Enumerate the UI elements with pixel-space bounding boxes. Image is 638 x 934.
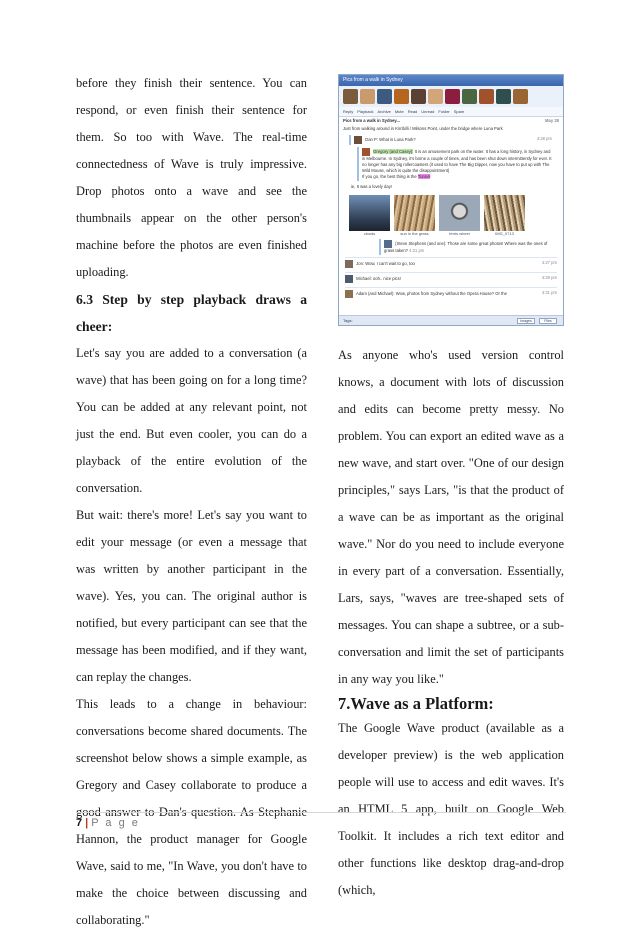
participant-avatars (339, 86, 563, 107)
right-paragraph-2: The Google Wave product (available as a developer preview) is the web application people will use to access and edit waves. It's an HTML 5 app, built on Google Web Toolkit. It includes a rich text editor and other functions like desktop drag-and-drop (which, (338, 721, 564, 897)
avatar (428, 89, 443, 104)
screenshot-toolbar (339, 107, 563, 117)
comment-time: 4:31 pm (541, 290, 557, 295)
avatar (345, 275, 353, 283)
photo-image (484, 195, 525, 231)
avatar (479, 89, 494, 104)
unread-tool: Unread (421, 109, 435, 114)
folder-tool: Folder (438, 109, 450, 114)
images-button: Images (517, 318, 535, 324)
photo-caption: sun in the grass (400, 231, 429, 236)
comment-row (345, 287, 557, 300)
left-column (76, 70, 307, 934)
wave-intro: Just from walking around in Kirribilli / Milsons Point, under the bridge where Luna Park (343, 126, 503, 131)
playback-tool: Playback (357, 109, 374, 114)
right-paragraph-1: As anyone who's used version control knows, a document with lots of discussion and edits can become pretty messy. No problem. You can export an edited wave as a new wave, and start over. "One of our design principles," says Lars, "is that the product of a wave can be as important as the original wave." Nor do you need to include everyone in every part of a conversation. Essentially, Lars, says, "waves are tree-shaped sets of messages. You can shape a subtree, or a sub-conversation and limit the set of participants in any way you like." (338, 348, 564, 686)
photo-image (394, 195, 435, 231)
page-number: 7 (76, 817, 83, 829)
screenshot-status-bar (339, 315, 563, 325)
blip-author: Gregory (and Casey): (373, 149, 414, 155)
photo-image (439, 195, 480, 231)
blip-author: (Steve Stephens (and one): (395, 241, 447, 247)
photo-image (349, 195, 390, 231)
blip-text: It is an amusement park on the water. It has a long history, in Sydney and in Melbourne. In Sydney, it's borne a couple of times, and has been shut down intermittently for ever. It no longer has any big rollercoasters (it used to have The Big Dipper, now you have to put up with The Wild Mouse, which is quite the disappointment) (362, 149, 552, 173)
photo-caption: clouds (363, 231, 376, 236)
question-blip (349, 135, 555, 145)
avatar (384, 240, 392, 248)
comment-row (345, 272, 557, 285)
left-paragraph-1: before they finish their sentence. You can respond, or even finish their sentence for them. So too with Wave. The real-time connectedness of Wave is truly impressive. Drop photos onto a wave and see the thumbnails appear on the other person's machine before the photos are even finished uploading. (76, 76, 307, 279)
avatar (362, 148, 370, 156)
section-heading-7: 7.Wave as a Platform: (338, 694, 494, 713)
photo-caption: IMG_0713 (495, 231, 514, 236)
blip-time: 4:21 pm (409, 248, 425, 253)
section-heading-6-3: 6.3 Step by step playback draws a cheer: (76, 292, 307, 334)
wave-title-row (339, 117, 563, 125)
answer-blip (357, 147, 555, 181)
archive-tool: Archive (377, 109, 391, 114)
blip-author: Dan P: (365, 137, 378, 143)
footer-separator: | (85, 817, 89, 829)
photo-thumbnail (349, 195, 390, 237)
blip-time: 4:28 pm (536, 136, 552, 141)
avatar (394, 89, 409, 104)
tags-label: Tags: (343, 318, 353, 323)
left-paragraph-3: But wait: there's more! Let's say you want to edit your message (or even a message that was written by another participant in the wave). Yes, you can. The original author is notified, but every participant can see that the message has been modified, and if they want, can replay the changes. (76, 508, 307, 684)
comment-text: Jon: Wow, I can't wait to go, too (356, 261, 415, 267)
avatar (345, 290, 353, 298)
left-paragraph-4: This leads to a change in behaviour: conversations become shared documents. The screenshot below shows a simple example, as Gregory and Casey collaborate to produce a good answer to Dan's question. As Stephanie Hannon, the product manager for Google Wave, said to me, "In Wave, you don't have to make the choice between discussing and collaborating." (76, 697, 307, 927)
comment-text: Adam (and Michael): Wow, photos from Sydney without the Opera House? Or the (355, 291, 507, 297)
lovely-day-line: ie, It was a lovely day! (351, 184, 392, 189)
comment-text: Michael: ooh.. nice pics! (356, 276, 401, 282)
blip-text: Those are some great photos! Where was the ones of grass taken? (384, 241, 548, 253)
reply-tool: Reply (343, 109, 354, 114)
photo-thumbnail (394, 195, 435, 237)
photo-caption: ferris wheel (449, 231, 470, 236)
wave-screenshot (338, 74, 564, 326)
highlight-tag: Tunnel (417, 174, 431, 179)
files-button: Files (539, 318, 557, 324)
avatar (513, 89, 528, 104)
avatar (496, 89, 511, 104)
comment-row (345, 257, 557, 270)
avatar (345, 260, 353, 268)
avatar (360, 89, 375, 104)
wave-title: Pics from a walk in Sydney... (343, 118, 400, 123)
avatar (411, 89, 426, 104)
photo-thumbnails (349, 195, 553, 237)
avatar (445, 89, 460, 104)
wave-date: May 28 (545, 118, 559, 123)
read-tool: Read (407, 109, 418, 114)
blip-text: What is Luna Park? (379, 137, 416, 143)
mute-tool: Mute (394, 109, 404, 114)
comment-time: 4:29 pm (541, 275, 557, 280)
reply-blip (379, 239, 555, 255)
page-footer (76, 812, 566, 829)
photo-thumbnail (439, 195, 480, 237)
photo-thumbnail (484, 195, 525, 237)
avatar (343, 89, 358, 104)
left-paragraph-2: Let's say you are added to a conversation (a wave) that has been going on for a long time? You can be added at any relevant point, not just the end. But even cooler, you can do a playback of the entire evolution of the conversation. (76, 346, 307, 495)
page-word: P a g e (91, 817, 140, 829)
avatar (377, 89, 392, 104)
comment-time: 4:27 pm (541, 260, 557, 265)
screenshot-title-bar: Pics from a walk in Sydney (339, 75, 563, 86)
avatar (462, 89, 477, 104)
avatar (354, 136, 362, 144)
blip-text: If you go, the best thing is the (362, 174, 417, 179)
spam-tool: Spam (453, 109, 465, 114)
